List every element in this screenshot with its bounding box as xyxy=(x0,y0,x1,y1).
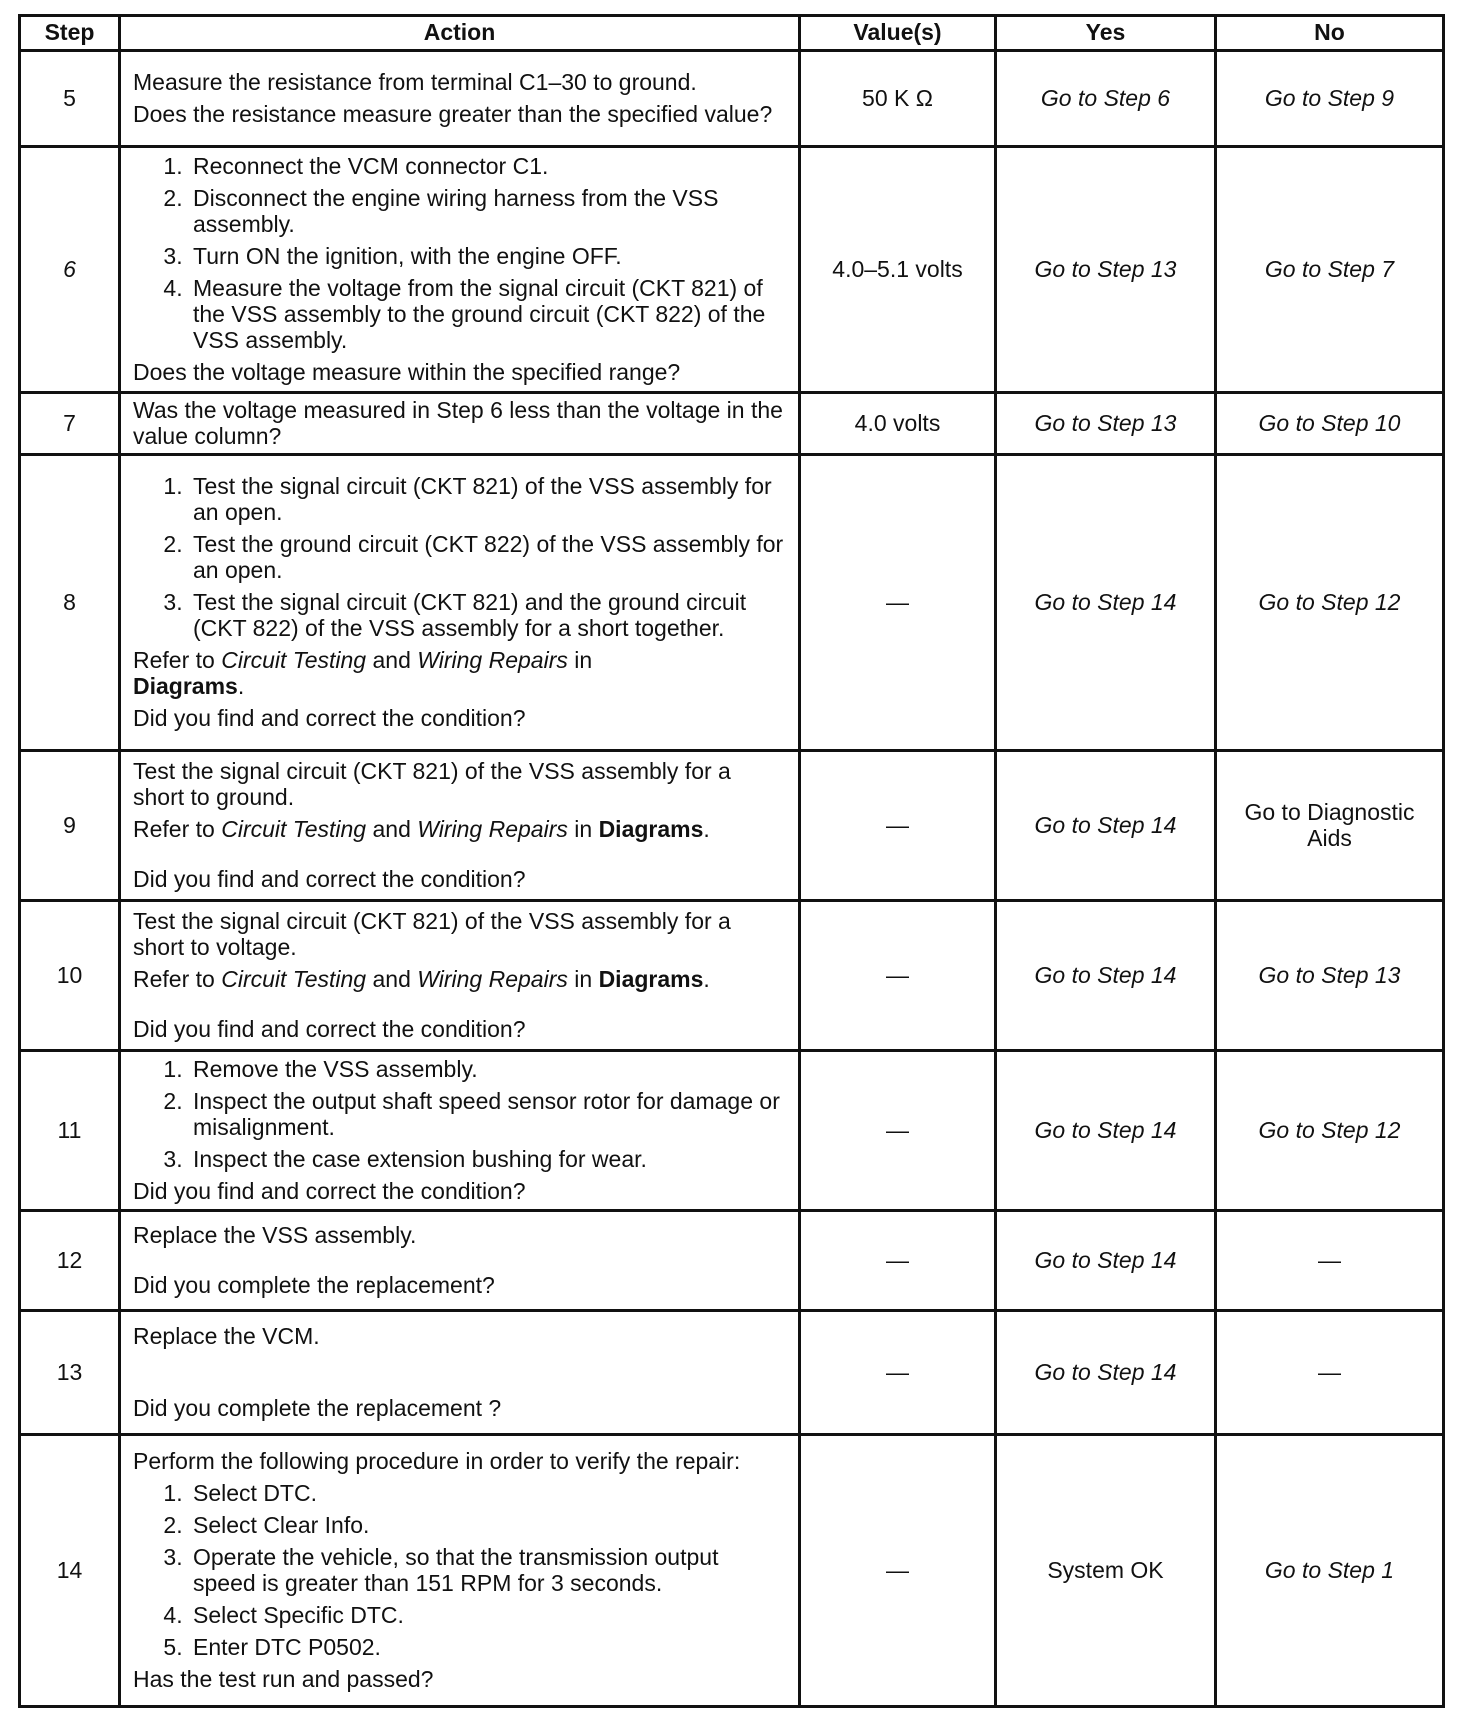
step-number: 5 xyxy=(20,51,120,147)
action-question: Did you find and correct the condition? xyxy=(133,866,526,892)
ref-diagrams: Diagrams xyxy=(133,673,238,699)
action-cell xyxy=(120,751,800,901)
value-cell: — xyxy=(800,1051,996,1211)
action-cell xyxy=(120,1211,800,1311)
ref-circuit-testing: Circuit Testing xyxy=(221,647,367,673)
list-item: 1. Select DTC. xyxy=(189,1480,786,1506)
no-cell: Go to Step 9 xyxy=(1216,51,1444,147)
action-text: Replace the VSS assembly. xyxy=(133,1222,417,1248)
step-number: 9 xyxy=(20,751,120,901)
action-question: Did you complete the replacement ? xyxy=(133,1395,502,1421)
yes-cell: Go to Step 14 xyxy=(996,901,1216,1051)
no-cell: — xyxy=(1216,1211,1444,1311)
value-cell: 4.0 volts xyxy=(800,393,996,455)
step-number: 13 xyxy=(20,1311,120,1435)
action-cell xyxy=(120,1311,800,1435)
value-cell: — xyxy=(800,1211,996,1311)
yes-cell: Go to Step 13 xyxy=(996,147,1216,393)
list-item: 3. Operate the vehicle, so that the transmission output speed is greater than 151 RPM for 3 seconds. xyxy=(189,1544,786,1596)
ref-wiring-repairs: Wiring Repairs xyxy=(417,647,568,673)
action-list xyxy=(133,1056,786,1172)
list-item: 2. Disconnect the engine wiring harness from the VSS assembly. xyxy=(189,185,786,237)
yes-cell: Go to Step 14 xyxy=(996,1051,1216,1211)
list-item: 4. Select Specific DTC. xyxy=(189,1602,786,1628)
list-item: 2. Select Clear Info. xyxy=(189,1512,786,1538)
refer-end: . xyxy=(703,966,710,992)
yes-cell: Go to Step 14 xyxy=(996,455,1216,751)
table-row xyxy=(20,1211,1444,1311)
list-item: 1. Test the signal circuit (CKT 821) of the VSS assembly for an open. xyxy=(189,473,786,525)
no-cell: Go to Diagnostic Aids xyxy=(1216,751,1444,901)
header-yes: Yes xyxy=(996,16,1216,51)
refer-in: in xyxy=(574,647,593,673)
action-cell xyxy=(120,1435,800,1707)
action-cell xyxy=(120,51,800,147)
action-question: Did you find and correct the condition? xyxy=(133,705,526,731)
ref-wiring-repairs: Wiring Repairs xyxy=(417,816,568,842)
yes-cell: Go to Step 13 xyxy=(996,393,1216,455)
list-item: 1. Remove the VSS assembly. xyxy=(189,1056,786,1082)
action-question: Did you find and correct the condition? xyxy=(133,1016,526,1042)
list-item: 2. Test the ground circuit (CKT 822) of the VSS assembly for an open. xyxy=(189,531,786,583)
refer-end: . xyxy=(703,816,710,842)
header-no: No xyxy=(1216,16,1444,51)
refer-end: . xyxy=(237,673,245,699)
diagnostic-table xyxy=(18,14,1445,1708)
list-item: 1. Reconnect the VCM connector C1. xyxy=(189,153,786,179)
header-values: Value(s) xyxy=(800,16,996,51)
refer-prefix: Refer to xyxy=(133,816,215,842)
ref-circuit-testing: Circuit Testing xyxy=(221,816,367,842)
action-question: Does the voltage measure within the specified range? xyxy=(133,359,681,385)
refer-in: in xyxy=(574,966,593,992)
action-cell xyxy=(120,901,800,1051)
action-text: Test the signal circuit (CKT 821) of the VSS assembly for a short to ground. xyxy=(133,758,731,810)
no-cell: Go to Step 13 xyxy=(1216,901,1444,1051)
header-action: Action xyxy=(120,16,800,51)
refer-and: and xyxy=(372,816,411,842)
step-number: 10 xyxy=(20,901,120,1051)
refer-text xyxy=(133,966,786,992)
ref-diagrams: Diagrams xyxy=(598,816,704,842)
refer-prefix: Refer to xyxy=(133,966,215,992)
refer-and: and xyxy=(372,966,411,992)
yes-cell: Go to Step 6 xyxy=(996,51,1216,147)
ref-diagrams: Diagrams xyxy=(598,966,704,992)
step-number: 11 xyxy=(20,1051,120,1211)
table-row xyxy=(20,901,1444,1051)
table-row xyxy=(20,1051,1444,1211)
step-number: 7 xyxy=(20,393,120,455)
refer-text xyxy=(133,647,786,699)
yes-cell: Go to Step 14 xyxy=(996,751,1216,901)
step-number: 14 xyxy=(20,1435,120,1707)
no-cell: Go to Step 10 xyxy=(1216,393,1444,455)
no-cell: Go to Step 7 xyxy=(1216,147,1444,393)
list-item: 5. Enter DTC P0502. xyxy=(189,1634,786,1660)
table-row xyxy=(20,751,1444,901)
table-row xyxy=(20,1435,1444,1707)
refer-and: and xyxy=(372,647,411,673)
no-cell: Go to Step 1 xyxy=(1216,1435,1444,1707)
action-cell xyxy=(120,393,800,455)
action-text: Test the signal circuit (CKT 821) of the VSS assembly for a short to voltage. xyxy=(133,908,731,960)
value-cell: 4.0–5.1 volts xyxy=(800,147,996,393)
action-list xyxy=(133,153,786,353)
yes-cell: Go to Step 14 xyxy=(996,1211,1216,1311)
yes-cell: System OK xyxy=(996,1435,1216,1707)
header-row xyxy=(20,16,1444,51)
action-cell xyxy=(120,455,800,751)
refer-text xyxy=(133,816,786,842)
step-number: 12 xyxy=(20,1211,120,1311)
action-question: Did you find and correct the condition? xyxy=(133,1178,526,1204)
action-question: Did you complete the replacement? xyxy=(133,1272,495,1298)
header-step: Step xyxy=(20,16,120,51)
value-cell: — xyxy=(800,1311,996,1435)
action-text: Replace the VCM. xyxy=(133,1323,320,1349)
action-question: Does the resistance measure greater than the specified value? xyxy=(133,101,773,127)
table-row xyxy=(20,147,1444,393)
step-number: 8 xyxy=(20,455,120,751)
action-list xyxy=(133,473,786,641)
step-number: 6 xyxy=(20,147,120,393)
value-cell: — xyxy=(800,751,996,901)
list-item: 3. Test the signal circuit (CKT 821) and the ground circuit (CKT 822) of the VSS assembly for a short together. xyxy=(189,589,786,641)
action-question: Has the test run and passed? xyxy=(133,1666,434,1692)
table-row xyxy=(20,51,1444,147)
table-row xyxy=(20,1311,1444,1435)
refer-prefix: Refer to xyxy=(133,647,215,673)
yes-cell: Go to Step 14 xyxy=(996,1311,1216,1435)
action-list xyxy=(133,1480,786,1660)
refer-in: in xyxy=(574,816,593,842)
ref-wiring-repairs: Wiring Repairs xyxy=(417,966,568,992)
value-cell: — xyxy=(800,1435,996,1707)
no-cell: — xyxy=(1216,1311,1444,1435)
list-item: 3. Turn ON the ignition, with the engine OFF. xyxy=(189,243,786,269)
value-cell: — xyxy=(800,901,996,1051)
no-cell: Go to Step 12 xyxy=(1216,1051,1444,1211)
action-cell xyxy=(120,147,800,393)
table-row xyxy=(20,393,1444,455)
ref-circuit-testing: Circuit Testing xyxy=(221,966,367,992)
action-question: Was the voltage measured in Step 6 less than the voltage in the value column? xyxy=(133,397,783,449)
list-item: 4. Measure the voltage from the signal circuit (CKT 821) of the VSS assembly to the ground circuit (CKT 822) of the VSS assembly. xyxy=(189,275,786,353)
action-text: Measure the resistance from terminal C1–30 to ground. xyxy=(133,69,697,95)
list-item: 2. Inspect the output shaft speed sensor rotor for damage or misalignment. xyxy=(189,1088,786,1140)
no-cell: Go to Step 12 xyxy=(1216,455,1444,751)
value-cell: 50 K Ω xyxy=(800,51,996,147)
table-row xyxy=(20,455,1444,751)
action-cell xyxy=(120,1051,800,1211)
action-text: Perform the following procedure in order to verify the repair: xyxy=(133,1448,741,1474)
value-cell: — xyxy=(800,455,996,751)
list-item: 3. Inspect the case extension bushing for wear. xyxy=(189,1146,786,1172)
